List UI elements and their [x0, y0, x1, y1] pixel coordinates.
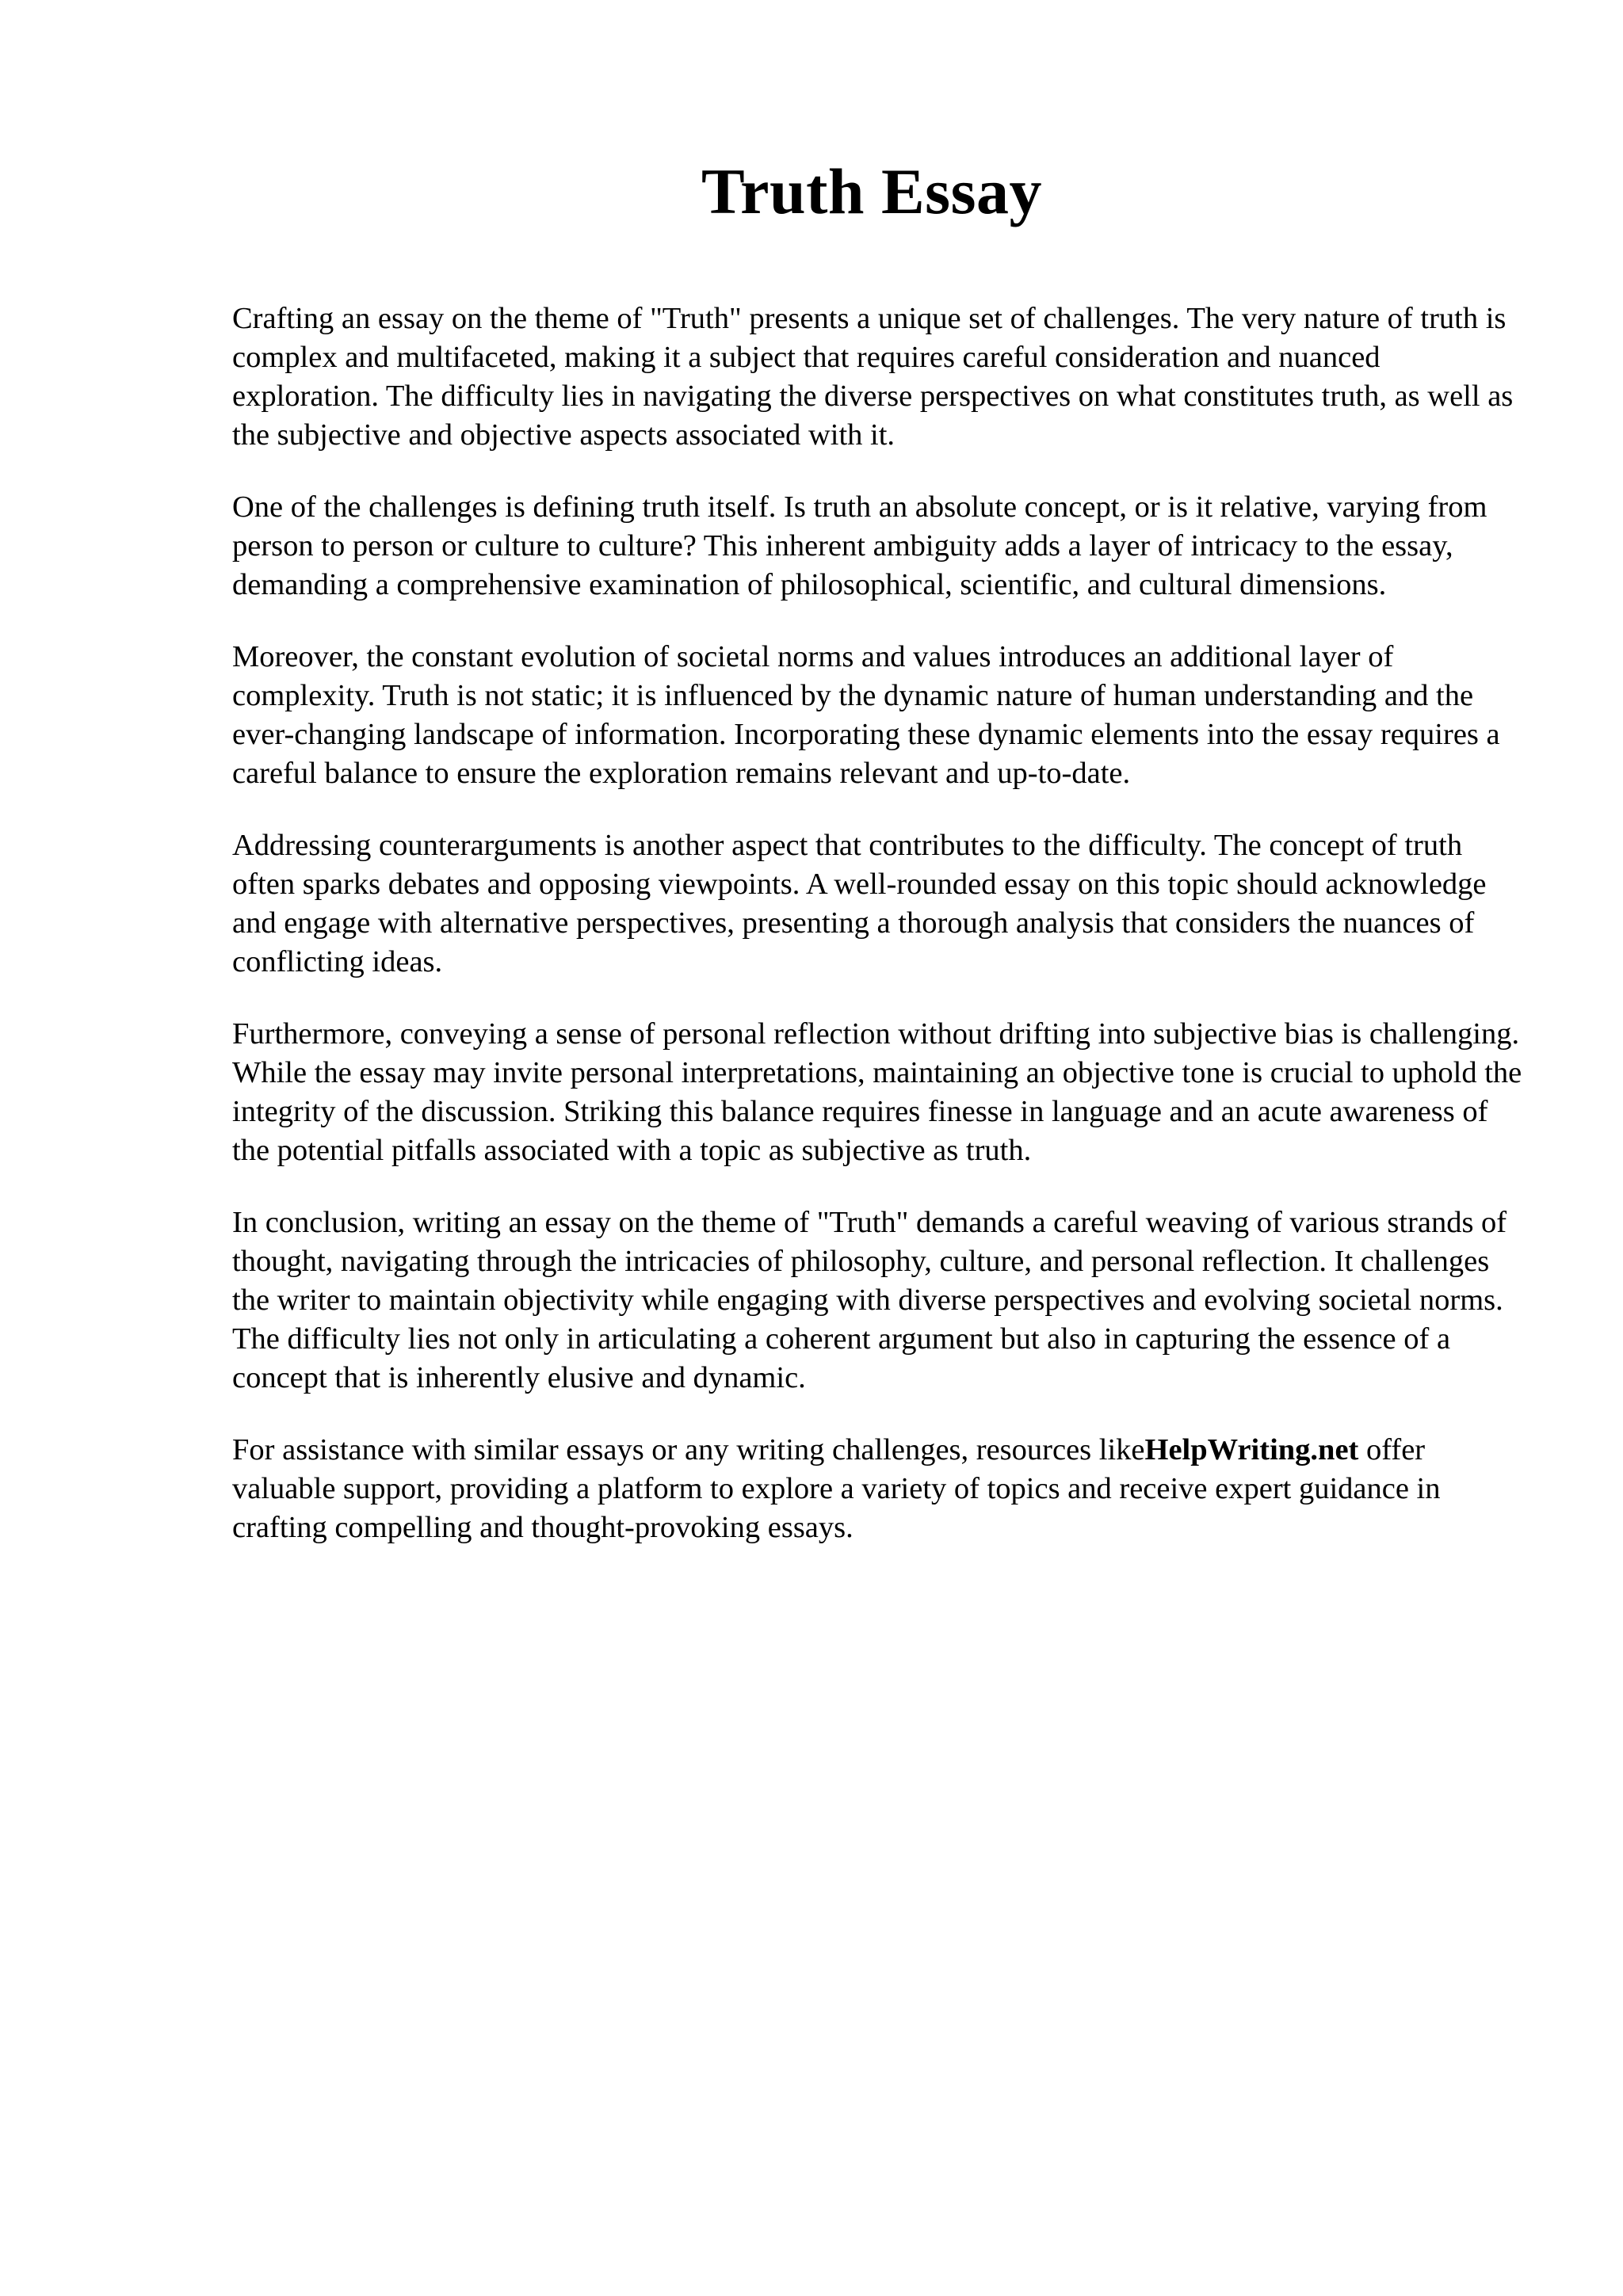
- essay-body: [232, 299, 1532, 1581]
- closing-text-after: offer valuable support, providing a platform to explore a variety of topics and receive expert guidance in crafting compelling and thought-provoking essays.: [232, 1433, 1441, 1544]
- paragraph-3: Moreover, the constant evolution of societal norms and values introduces an additional layer of complexity. Truth is not static; it is influenced by the dynamic nature of human understanding and the ever-changing landscape of information. Incorporating these dynamic elements into the essay requires a careful balance to ensure the exploration remains relevant and up-to-date.: [232, 640, 1500, 790]
- paragraph-2: One of the challenges is defining truth itself. Is truth an absolute concept, or is it relative, varying from person to person or culture to culture? This inherent ambiguity adds a layer of intricacy to the essay, demanding a comprehensive examination of philosophical, scientific, and cultural dimensions.: [232, 490, 1487, 601]
- closing-paragraph: [232, 1431, 1532, 1547]
- page-title: Truth Essay: [701, 155, 1043, 227]
- paragraph-1: Crafting an essay on the theme of "Truth" presents a unique set of challenges. The very nature of truth is complex and multifaceted, making it a subject that requires careful consideration and nuanced exploration. The difficulty lies in navigating the diverse perspectives on what constitutes truth, as well as the subjective and objective aspects associated with it.: [232, 302, 1514, 452]
- paragraph-6: In conclusion, writing an essay on the theme of "Truth" demands a careful weaving of various strands of thought, navigating through the intricacies of philosophy, culture, and personal reflection. It challenges the writer to maintain objectivity while engaging with diverse perspectives and evolving societal norms. The difficulty lies not only in articulating a coherent argument but also in capturing the essence of a concept that is inherently elusive and dynamic.: [232, 1206, 1507, 1394]
- paragraph-5: Furthermore, conveying a sense of personal reflection without drifting into subjective bias is challenging. While the essay may invite personal interpretations, maintaining an objective tone is crucial to uphold the integrity of the discussion. Striking this balance requires finesse in language and an acute awareness of the potential pitfalls associated with a topic as subjective as truth.: [232, 1017, 1522, 1167]
- closing-text-before: For assistance with similar essays or any writing challenges, resources like: [232, 1433, 1145, 1466]
- brand-name: HelpWriting.net: [1144, 1433, 1359, 1466]
- paragraph-4: Addressing counterarguments is another aspect that contributes to the difficulty. The concept of truth often sparks debates and opposing viewpoints. A well-rounded essay on this topic should acknowledge and engage with alternative perspectives, presenting a thorough analysis that considers the nuances of conflicting ideas.: [232, 829, 1487, 978]
